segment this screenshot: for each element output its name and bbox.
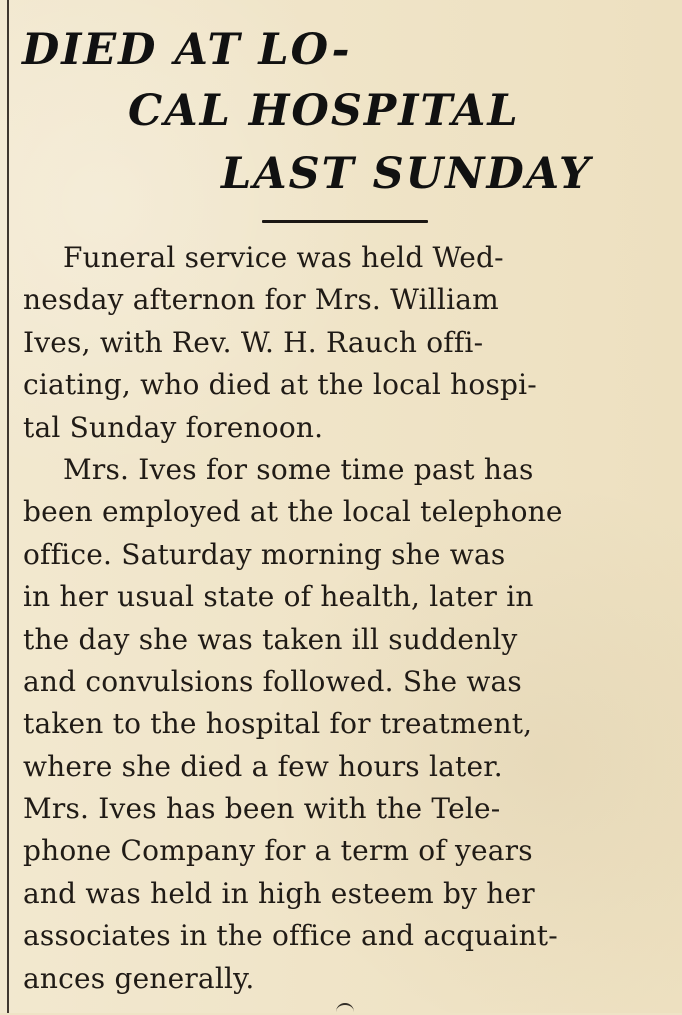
body-line-6: Mrs. Ives for some time past has (63, 452, 534, 486)
body-line-9: in her usual state of health, later in (23, 580, 534, 614)
headline-divider (262, 220, 428, 223)
body-line-12: taken to the hospital for treatment, (23, 707, 533, 741)
headline-line-1: DIED AT LO- (22, 25, 352, 75)
body-line-14: Mrs. Ives has been with the Tele- (23, 792, 501, 826)
body-line-18: ances generally. (23, 961, 255, 995)
body-line-10: the day she was taken ill suddenly (23, 622, 518, 656)
body-line-17: associates in the office and acquaint- (23, 919, 558, 953)
body-line-5: tal Sunday forenoon. (23, 410, 324, 444)
body-line-11: and convulsions followed. She was (23, 664, 522, 698)
body-line-13: where she died a few hours later. (23, 749, 503, 783)
body-line-16: and was held in high esteem by her (23, 876, 535, 910)
body-line-15: phone Company for a term of years (23, 834, 533, 868)
body-line-3: Ives, with Rev. W. H. Rauch offi- (23, 325, 484, 359)
headline-line-2: CAL HOSPITAL (128, 86, 520, 136)
body-line-8: office. Saturday morning she was (23, 537, 506, 571)
left-column-rule (7, 0, 9, 1013)
body-line-7: been employed at the local telephone (23, 495, 563, 529)
body-line-2: nesday afternon for Mrs. William (23, 283, 499, 317)
bottom-cut-mark (336, 1003, 354, 1015)
article-body (23, 237, 673, 1000)
headline-line-3: LAST SUNDAY (221, 149, 592, 199)
body-line-4: ciating, who died at the local hospi- (23, 368, 537, 402)
body-line-1: Funeral service was held Wed- (63, 241, 504, 274)
